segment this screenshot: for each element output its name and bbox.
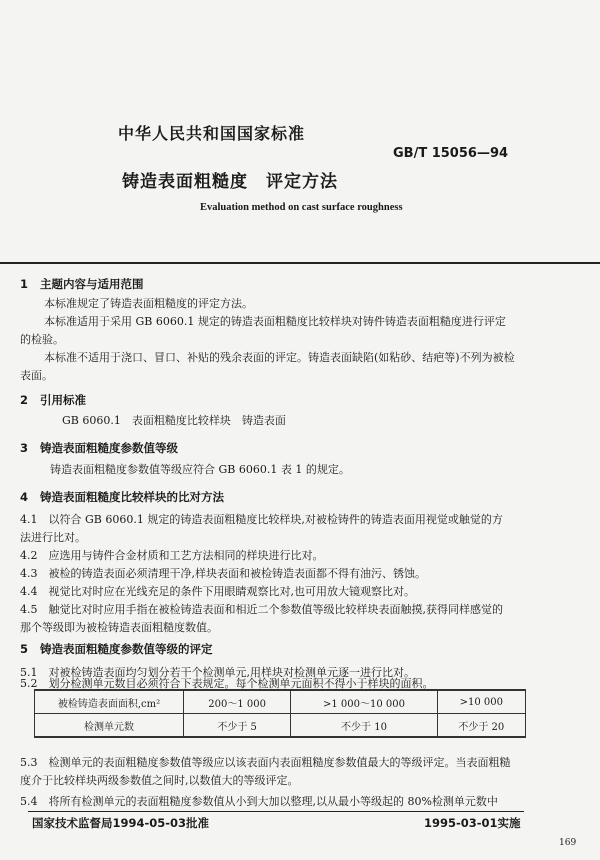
clause-5-3-line-1: 5.3 检测单元的表面粗糙度参数值等级应以该表面内表面粗糙度参数值最大的等级评定。当表面粗糙 <box>20 756 511 769</box>
section-2-number: 2 <box>20 393 29 407</box>
table-cell: 不少于 20 <box>437 714 525 738</box>
section-2-title: 引用标准 <box>40 393 86 407</box>
s1-paragraph-1: 本标准规定了铸造表面粗糙度的评定方法。 <box>44 297 253 310</box>
clause-4-5-line-1: 4.5 触觉比对时应用手指在被检铸造表面和相近二个参数值等级比较样块表面触摸,获得同样感觉的 <box>20 603 503 616</box>
english-title: Evaluation method on cast surface roughness <box>200 202 403 213</box>
section-5-number: 5 <box>20 642 29 656</box>
clause-4-5-line-2: 那个等级即为被检铸造表面粗糙度数值。 <box>20 621 218 634</box>
table-cell: 不少于 10 <box>291 714 437 738</box>
clause-4-2: 4.2 应选用与铸件合金材质和工艺方法相同的样块进行比对。 <box>20 549 324 562</box>
national-standard-heading: 中华人民共和国国家标准 <box>118 124 306 143</box>
table-cell: >1 000～10 000 <box>291 690 437 714</box>
clause-5-1: 5.1 对被检铸造表面均匀划分若干个检测单元,用样块对检测单元逐一进行比对。 <box>20 666 415 679</box>
section-1-number: 1 <box>20 277 29 291</box>
table-row <box>35 714 526 738</box>
clause-4-1-line-2: 法进行比对。 <box>20 531 86 544</box>
section-1-heading <box>20 276 144 292</box>
table-cell: 200～1 000 <box>184 690 291 714</box>
clause-4-4: 4.4 视觉比对时应在光线充足的条件下用眼睛观察比对,也可用放大镜观察比对。 <box>20 585 415 598</box>
table-row-header: 被检铸造表面面积,cm² <box>35 690 184 714</box>
s1-paragraph-3-line-1: 本标准不适用于浇口、冒口、补贴的残余表面的评定。铸造表面缺陷(如粘砂、结疤等)不列为被检 <box>44 351 515 364</box>
title-part1: 铸造表面粗糙度 <box>122 172 248 192</box>
header-divider <box>0 262 600 264</box>
implementation-date: 1995-03-01实施 <box>424 816 521 830</box>
section-5-title: 铸造表面粗糙度参数值等级的评定 <box>40 642 213 656</box>
table-row-header: 检测单元数 <box>35 714 184 738</box>
title-part2: 评定方法 <box>266 172 338 192</box>
section-3-title: 铸造表面粗糙度参数值等级 <box>40 441 178 455</box>
table-cell: 不少于 5 <box>184 714 291 738</box>
section-5-heading <box>20 641 213 657</box>
clause-5-2: 5.2 划分检测单元数目必须符合下表规定。每个检测单元面积不得小于样块的面积。 <box>20 677 434 690</box>
section-1-title: 主题内容与适用范围 <box>40 277 144 291</box>
section-4-heading <box>20 489 224 505</box>
section-2-heading <box>20 392 86 408</box>
footer-divider <box>28 811 524 812</box>
clause-5-4: 5.4 将所有检测单元的表面粗糙度参数值从小到大加以整理,以从最小等级起的 80%检测单元数中 <box>20 795 498 808</box>
table-cell: >10 000 <box>437 690 525 714</box>
clause-5-3-line-2: 度介于比较样块两级参数值之间时,以数值大的等级评定。 <box>20 774 299 787</box>
section-3-number: 3 <box>20 441 29 455</box>
page-number: 169 <box>559 838 577 848</box>
section-3-heading <box>20 440 178 456</box>
s3-text: 铸造表面粗糙度参数值等级应符合 GB 6060.1 表 1 的规定。 <box>50 463 350 476</box>
clause-4-1-line-1: 4.1 以符合 GB 6060.1 规定的铸造表面粗糙度比较样块,对被检铸件的铸造表面用视觉或触觉的方 <box>20 513 503 526</box>
s1-paragraph-2-line-2: 的检验。 <box>20 333 64 346</box>
document-title <box>122 167 338 192</box>
clause-4-3: 4.3 被检的铸造表面必须清理干净,样块表面和被检铸造表面都不得有油污、锈蚀。 <box>20 567 426 580</box>
s1-paragraph-2-line-1: 本标准适用于采用 GB 6060.1 规定的铸造表面粗糙度比较样块对铸件铸造表面粗糙度进行评定 <box>44 315 506 328</box>
section-4-number: 4 <box>20 490 29 504</box>
s2-reference: GB 6060.1 表面粗糙度比较样块 铸造表面 <box>62 414 286 427</box>
table-row <box>35 690 526 714</box>
section-4-title: 铸造表面粗糙度比较样块的比对方法 <box>40 490 224 504</box>
inspection-unit-table <box>34 689 526 738</box>
approval-date: 国家技术监督局1994-05-03批准 <box>32 816 210 830</box>
standard-number: GB/T 15056—94 <box>393 146 509 161</box>
s1-paragraph-3-line-2: 表面。 <box>20 369 53 382</box>
